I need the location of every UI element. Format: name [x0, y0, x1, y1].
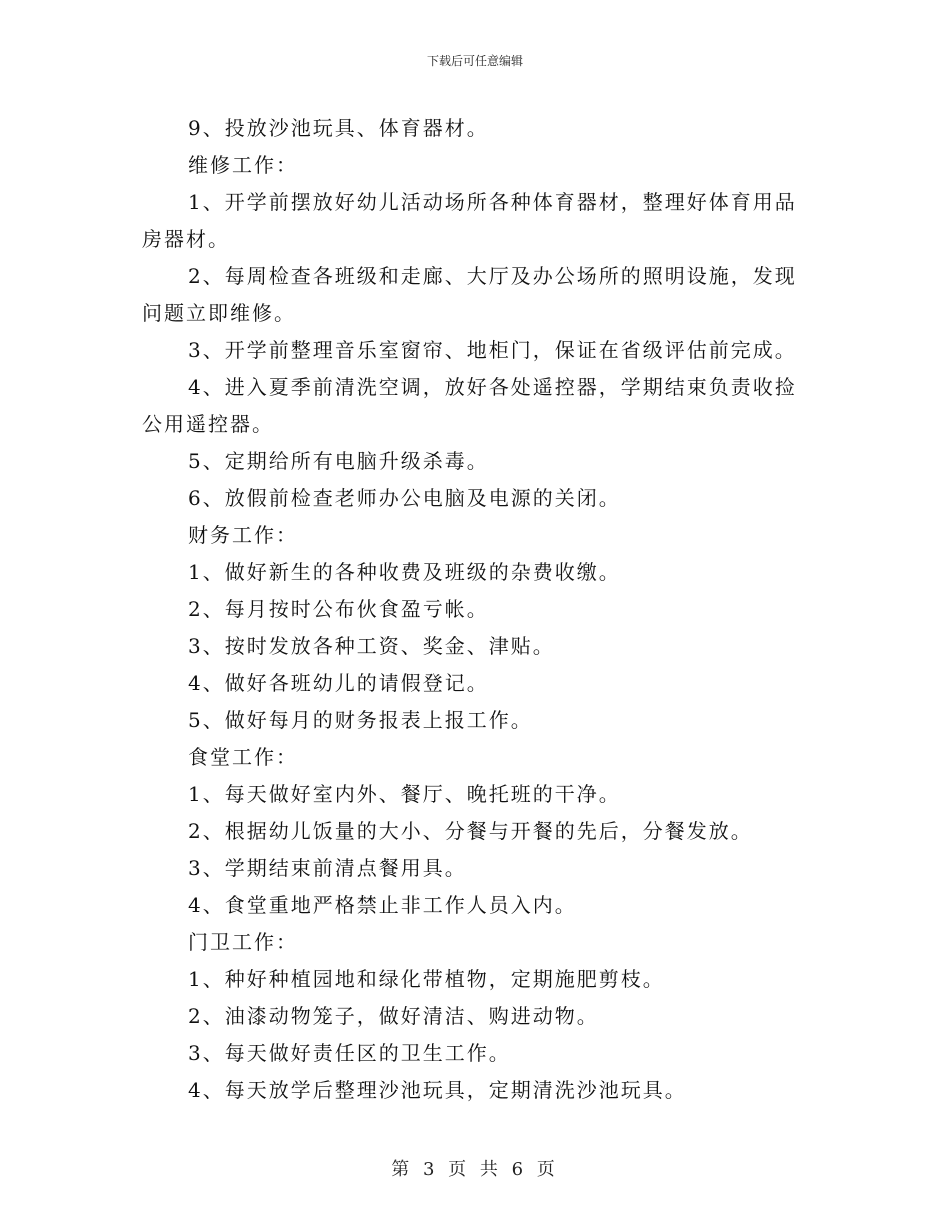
list-item: 4、做好各班幼儿的请假登记。: [188, 671, 489, 695]
list-item: 6、放假前检查老师办公电脑及电源的关闭。: [188, 486, 621, 510]
list-item: 3、每天做好责任区的卫生工作。: [188, 1041, 511, 1065]
section-heading: 食堂工作：: [188, 745, 298, 769]
list-item: 2、根据幼儿饭量的大小、分餐与开餐的先后，分餐发放。: [188, 819, 753, 843]
list-item: 2、油漆动物笼子，做好清洁、购进动物。: [188, 1004, 599, 1028]
list-item: 4、食堂重地严格禁止非工作人员入内。: [188, 893, 577, 917]
section-heading: 门卫工作：: [188, 930, 298, 954]
page-number: 第 3 页 共 6 页: [391, 1159, 559, 1180]
document-body: [142, 110, 810, 1109]
list-item: 2、每周检查各班级和走廊、大厅及办公场所的照明设施，发现问题立即维修。: [142, 264, 797, 325]
list-item: 1、每天做好室内外、餐厅、晚托班的干净。: [188, 782, 621, 806]
list-item: 1、种好种植园地和绿化带植物，定期施肥剪枝。: [188, 967, 665, 991]
section-heading: 财务工作：: [188, 523, 298, 547]
list-item: 9、投放沙池玩具、体育器材。: [188, 116, 489, 140]
page-header: 下载后可任意编辑: [426, 54, 523, 68]
list-item: 2、每月按时公布伙食盈亏帐。: [188, 597, 489, 621]
list-item: 3、学期结束前清点餐用具。: [188, 856, 467, 880]
list-item: 5、定期给所有电脑升级杀毒。: [188, 449, 489, 473]
list-item: 4、每天放学后整理沙池玩具，定期清洗沙池玩具。: [188, 1078, 687, 1102]
section-heading: 维修工作：: [188, 153, 298, 177]
list-item: 4、进入夏季前清洗空调，放好各处遥控器，学期结束负责收捡公用遥控器。: [142, 375, 797, 436]
list-item: 1、开学前摆放好幼儿活动场所各种体育器材，整理好体育用品房器材。: [142, 190, 797, 251]
list-item: 3、按时发放各种工资、奖金、津贴。: [188, 634, 555, 658]
list-item: 3、开学前整理音乐室窗帘、地柜门，保证在省级评估前完成。: [188, 338, 797, 362]
list-item: 5、做好每月的财务报表上报工作。: [188, 708, 533, 732]
list-item: 1、做好新生的各种收费及班级的杂费收缴。: [188, 560, 621, 584]
